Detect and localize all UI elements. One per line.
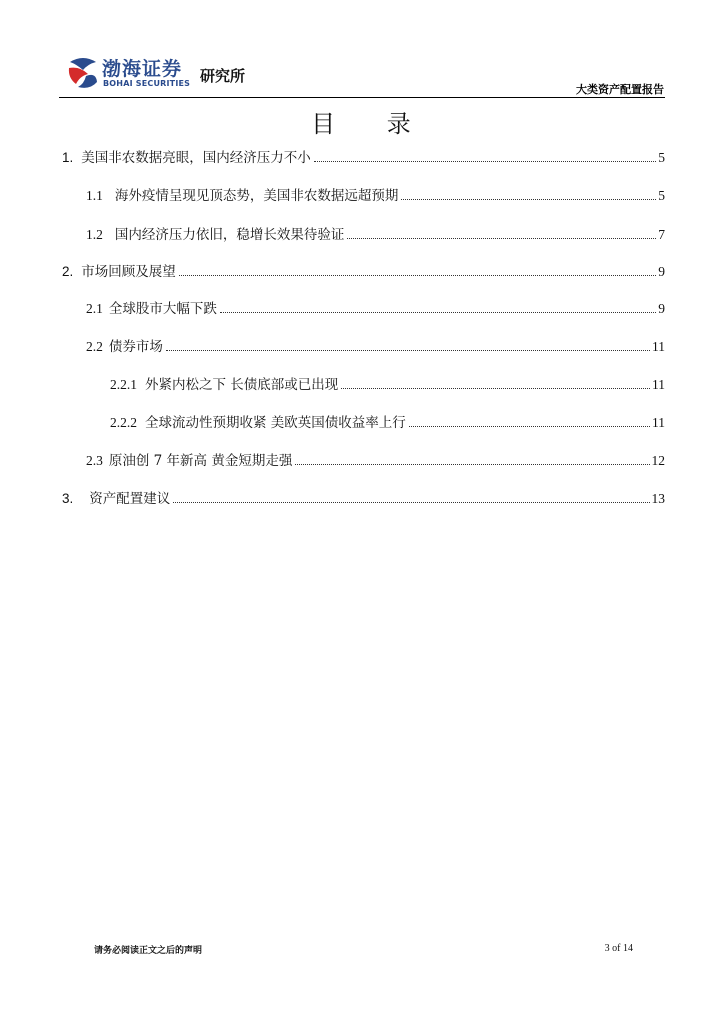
toc-entry-page: 11 [652,377,665,392]
toc-entry-number: 1. [62,150,74,165]
toc-leader-dots [347,238,656,239]
logo-english-name: BOHAI SECURITIES [103,79,191,88]
toc-entry-page: 12 [651,453,665,468]
toc-entry-2[interactable] [62,263,665,281]
toc-entry-number: 1.1 [86,188,103,203]
toc-entry-page: 9 [658,301,665,316]
toc-entry-page: 5 [658,188,665,203]
toc-entry-2-2[interactable] [86,338,665,356]
toc-leader-dots [295,464,649,465]
toc-entry-label: 美国非农数据亮眼，国内经济压力不小 [81,150,311,166]
toc-entry-page: 9 [658,264,665,279]
toc-entry-label: 外紧内松之下 长债底部或已出现 [145,377,339,393]
toc-entry-2-3[interactable] [86,452,665,470]
toc-entry-page: 7 [658,227,665,242]
toc-entry-2-2-2[interactable] [110,414,665,432]
toc-entry-1[interactable] [62,149,665,167]
toc-title: 目 录 [311,110,433,138]
toc-leader-dots [179,275,656,276]
company-logo [66,54,256,94]
toc-entry-2-1[interactable] [86,300,665,318]
toc-entry-number: 2.1 [86,301,103,316]
page-number: 3 of 14 [604,943,633,954]
toc-entry-label: 债券市场 [108,339,163,355]
toc-entry-label: 资产配置建议 [89,491,171,507]
toc-entry-label: 市场回顾及展望 [81,264,176,280]
toc-entry-number: 2.3 [86,453,103,468]
toc-entry-number: 2.2.1 [110,377,137,392]
toc-entry-page: 5 [658,150,665,165]
toc-entry-page: 11 [652,415,665,430]
toc-entry-2-2-1[interactable] [110,376,665,394]
toc-entry-number: 1.2 [86,227,103,242]
logo-institute-name: 研究所 [200,67,246,85]
logo-chinese-name: 渤海证券 [102,58,183,80]
header-divider [59,97,665,98]
toc-leader-dots [166,350,650,351]
toc-entry-label: 全球股市大幅下跌 [108,301,217,317]
toc-leader-dots [173,502,649,503]
toc-leader-dots [220,312,656,313]
toc-entry-1-1[interactable] [86,187,665,205]
toc-leader-dots [401,199,656,200]
toc-entry-page: 11 [652,339,665,354]
report-type: 大类资产配置报告 [576,83,664,96]
toc-entry-number: 2. [62,264,74,279]
toc-entry-number: 2.2.2 [110,415,137,430]
bohai-logo-icon [66,54,100,90]
toc-entry-label: 全球流动性预期收紧 美欧英国债收益率上行 [145,415,406,431]
toc-entry-number: 3. [62,491,74,506]
toc-entry-1-2[interactable] [86,226,665,244]
toc-entry-number: 2.2 [86,339,103,354]
toc-entry-label: 原油创 7 年新高 黄金短期走强 [108,453,293,469]
toc-entry-label: 国内经济压力依旧，稳增长效果待验证 [114,227,345,243]
toc-leader-dots [341,388,650,389]
toc-entry-3[interactable] [62,490,665,508]
toc-leader-dots [409,426,650,427]
toc-leader-dots [314,161,656,162]
toc-entry-page: 13 [651,491,665,506]
disclaimer-note: 请务必阅读正文之后的声明 [94,946,203,956]
toc-entry-label: 海外疫情呈现见顶态势，美国非农数据远超预期 [114,188,399,204]
